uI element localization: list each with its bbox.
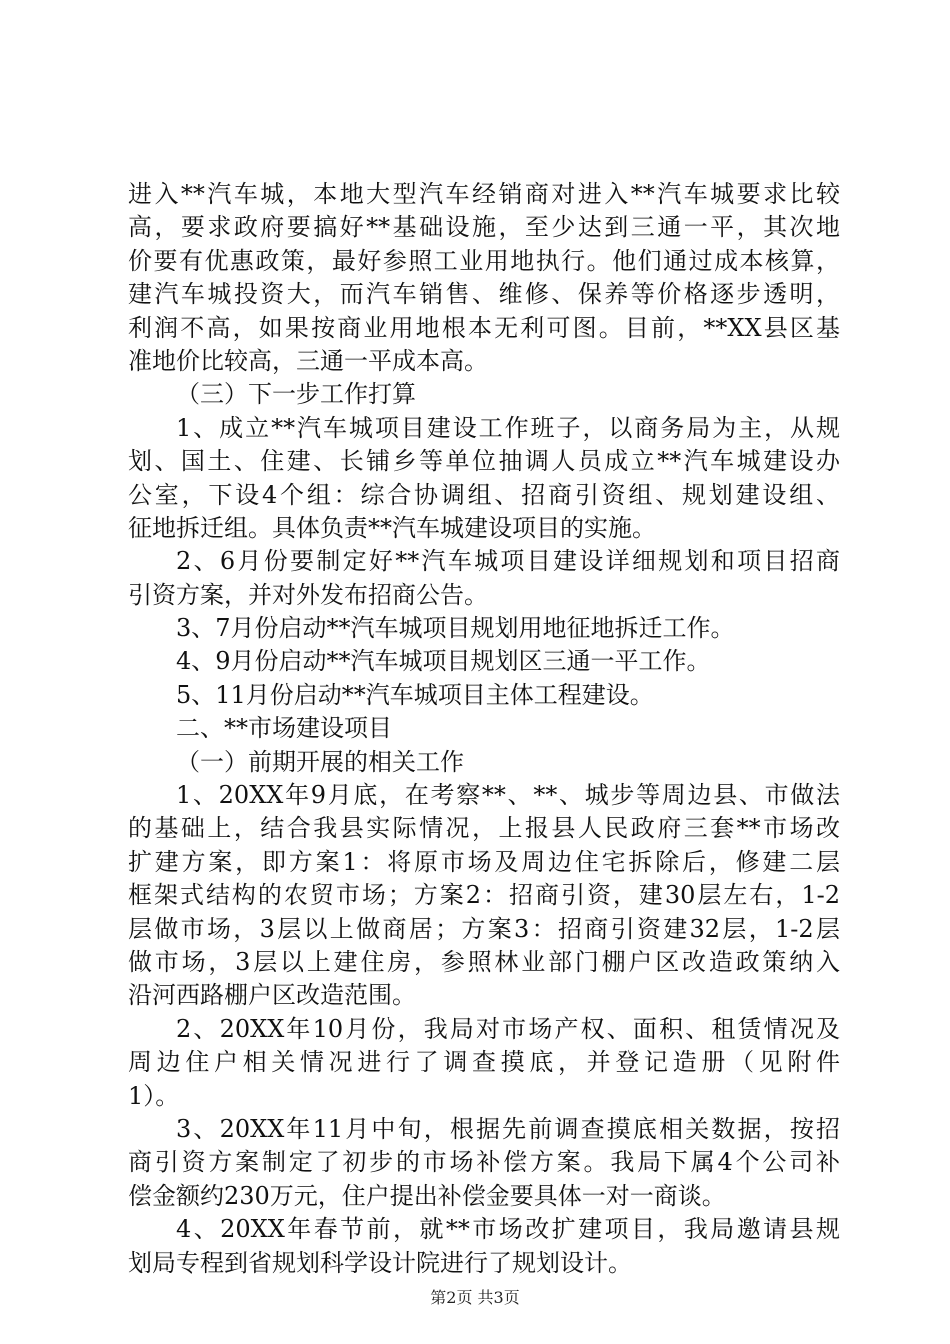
text-line: 1、20XX年9月底，在考察**、**、城步等周边县、市做法: [176, 781, 840, 810]
text-line: 准地价比较高，三通一平成本高。: [128, 346, 488, 375]
page-footer: 第2页 共3页: [430, 1288, 520, 1307]
text-line: 的基础上，结合我县实际情况，上报县人民政府三套**市场改: [128, 814, 840, 843]
text-line: 偿金额约230万元，住户提出补偿金要具体一对一商谈。: [128, 1181, 726, 1210]
text-line: 利润不高，如果按商业用地根本无利可图。目前，**XX县区基: [128, 313, 840, 342]
text-line: 二、**市场建设项目: [176, 714, 392, 743]
text-line: 5、11月份启动**汽车城项目主体工程建设。: [176, 680, 654, 709]
text-line: 引资方案，并对外发布招商公告。: [128, 580, 488, 609]
text-line: 3、20XX年11月中旬，根据先前调查摸底相关数据，按招: [176, 1114, 840, 1143]
text-line: 1）。: [128, 1081, 180, 1110]
text-line: （三）下一步工作打算: [176, 380, 416, 409]
text-line: 做市场，3层以上建住房，参照林业部门棚户区改造政策纳入: [128, 947, 840, 976]
text-line: 划、国土、住建、长铺乡等单位抽调人员成立**汽车城建设办: [128, 447, 840, 476]
text-line: 层做市场，3层以上做商居；方案3：招商引资建32层，1-2层: [128, 914, 840, 943]
text-line: 扩建方案，即方案1：将原市场及周边住宅拆除后，修建二层: [128, 847, 840, 876]
text-line: 沿河西路棚户区改造范围。: [128, 981, 416, 1010]
text-line: 1、成立**汽车城项目建设工作班子，以商务局为主，从规: [176, 413, 840, 442]
text-line: 商引资方案制定了初步的市场补偿方案。我局下属4个公司补: [128, 1148, 840, 1177]
text-line: 价要有优惠政策，最好参照工业用地执行。他们通过成本核算，: [128, 246, 840, 275]
text-line: 4、20XX年春节前，就**市场改扩建项目，我局邀请县规: [176, 1215, 840, 1244]
text-line: 4、9月份启动**汽车城项目规划区三通一平工作。: [176, 647, 711, 676]
text-line: 高，要求政府要搞好**基础设施，至少达到三通一平，其次地: [128, 213, 840, 242]
text-line: 周边住户相关情况进行了调查摸底，并登记造册（见附件: [128, 1048, 840, 1077]
text-line: 2、6月份要制定好**汽车城项目建设详细规划和项目招商: [176, 547, 840, 576]
text-line: 建汽车城投资大，而汽车销售、维修、保养等价格逐步透明，: [128, 280, 840, 309]
document-body: [128, 178, 840, 1280]
text-line: 3、7月份启动**汽车城项目规划用地征地拆迁工作。: [176, 614, 735, 643]
text-line: 框架式结构的农贸市场；方案2：招商引资，建30层左右，1-2: [128, 881, 840, 910]
text-line: （一）前期开展的相关工作: [176, 747, 464, 776]
text-line: 公室，下设4个组：综合协调组、招商引资组、规划建设组、: [128, 480, 840, 509]
text-line: 征地拆迁组。具体负责**汽车城建设项目的实施。: [128, 513, 656, 542]
text-line: 2、20XX年10月份，我局对市场产权、面积、租赁情况及: [176, 1014, 840, 1043]
text-line: 划局专程到省规划科学设计院进行了规划设计。: [128, 1248, 632, 1277]
text-line: 进入**汽车城，本地大型汽车经销商对进入**汽车城要求比较: [128, 180, 840, 208]
